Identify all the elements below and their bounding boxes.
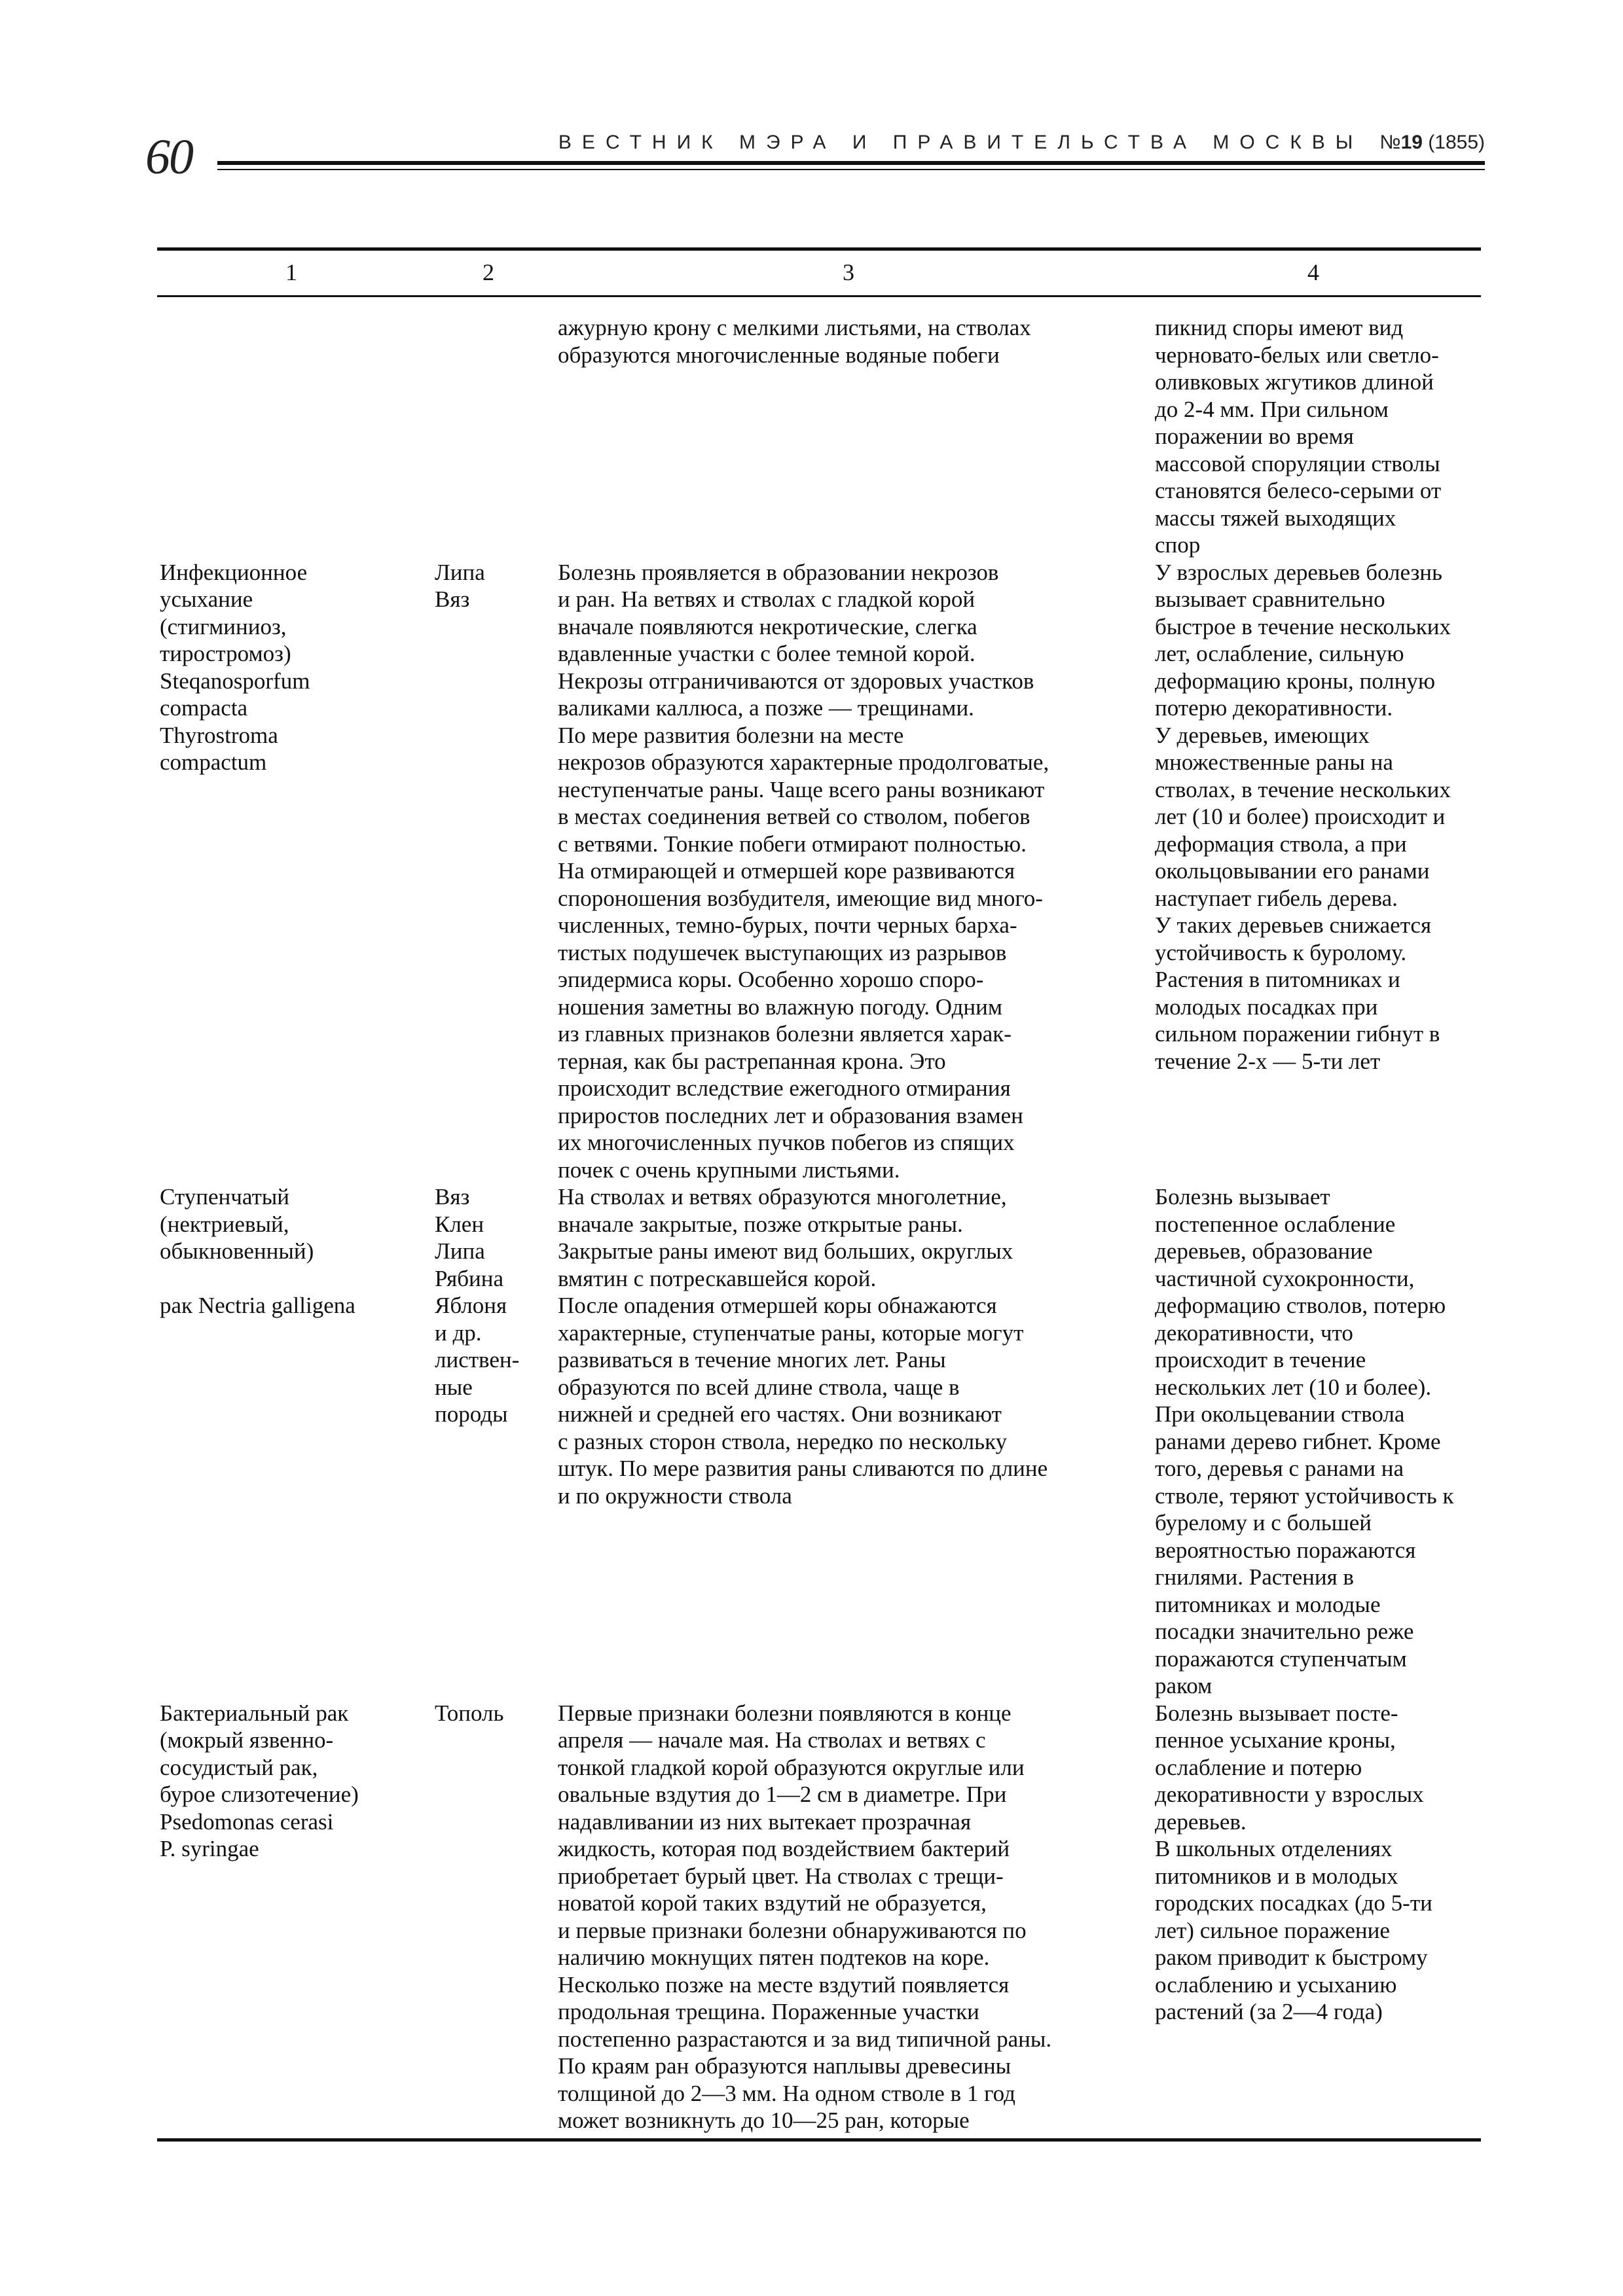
symptoms-cell: На стволах и ветвях образуются многолетние, вначале закрытые, позже открытые раны. Закрытые раны имеют вид больших, округлых вмятин с потрескавшейся корой. После опадения отмершей коры обнажаются характерные, ступенчатые раны, которые могут развиваться в течение многих лет. Раны образуются по всей длине ствола, чаще в нижней и средней его частях. Они возникают с разных сторон ствола, нередко по нескольку штук. По мере развития раны сливаются по длине и по окружности ствола	[558, 1184, 1048, 1509]
column-header-4: 4	[1307, 259, 1319, 286]
disease-table-container	[157, 247, 1481, 2142]
table-row	[157, 296, 1481, 559]
consequences-cell: Болезнь вызывает постепенное ослабление деревьев, образование частичной сухокронности, деформацию стволов, потерю декоративности, что происходит в течение нескольких лет (10 и более). При окольцевании ствола ранами дерево гибнет. Кроме того, деревья с ранами на стволе, теряют устойчивость к бурелому и с большей вероятностью поражаются гнилями. Растения в питомниках и молодые посадки значительно реже поражаются ступенчатым раком	[1155, 1184, 1454, 1698]
issue-number: 19	[1400, 132, 1423, 153]
symptoms-cell: ажурную крону с мелкими листьями, на стволах образуются многочисленные водяные побеги	[558, 315, 1031, 368]
column-header-1: 1	[285, 259, 297, 286]
consequences-cell: пикнид споры имеют вид черновато-белых или светло- оливковых жгутиков длиной до 2-4 мм. При сильном поражении во время массовой споруляции стволы становятся белесо-серыми от массы тяжей выходящих спор	[1155, 315, 1442, 558]
disease-table	[157, 247, 1481, 2142]
consequences-cell: У взрослых деревьев болезнь вызывает сравнительно быстрое в течение нескольких лет, ослабление, сильную деформацию кроны, полную потерю декоративности. У деревьев, имеющих множественные раны на стволах, в течение нескольких лет (10 и более) происходит и деформация ствола, а при окольцовывании его ранами наступает гибель дерева. У таких деревьев снижается устойчивость к буролому. Растения в питомниках и молодых посадках при сильном поражении гибнут в течение 2-х — 5-ти лет	[1155, 559, 1451, 1074]
disease-name-part-1: Ступенчатый (нектриевый, обыкновенный)	[160, 1184, 314, 1264]
symptoms-cell: Болезнь проявляется в образовании некрозов и ран. На ветвях и стволах с гладкой корой вначале появляются некротические, слегка вдавленные участки с более темной корой. Некрозы отграничиваются от здоровых участков валиками каллюса, а позже — трещинами. По мере развития болезни на месте некрозов образуются характерные продолговатые, неступенчатые раны. Чаще всего раны возникают в местах соединения ветвей со стволом, побегов с ветвями. Тонкие побеги отмирают полностью. На отмирающей и отмершей коре развиваются спороношения возбудителя, имеющие вид много- численных, темно-бурых, почти черных барха- тистых подушечек выступающих из разрывов эпидермиса коры. Особенно хорошо споро- ношения заметны во влажную погоду. Одним из главных признаков болезни является харак- терная, как бы растрепанная крона. Это происходит вследствие ежегодного отмирания приростов последних лет и образования взамен их многочисленных пучков побегов из спящих почек с очень крупными листьями.	[558, 559, 1049, 1183]
column-header-2: 2	[483, 259, 494, 286]
header-rule-thin	[217, 169, 1485, 170]
disease-name-cell: Бактериальный рак (мокрый язвенно- сосудистый рак, бурое слизотечение) Psedomonas cerasi P. syringae	[157, 1700, 426, 2140]
host-species-cell	[426, 296, 551, 559]
column-header-3: 3	[843, 259, 854, 286]
header-rule-thick	[217, 161, 1485, 165]
journal-title: ВЕСТНИК МЭРА И ПРАВИТЕЛЬСТВА МОСКВЫ	[558, 132, 1364, 153]
host-species-cell: Тополь	[426, 1700, 551, 2140]
page-header	[145, 126, 1485, 188]
page-number: 60	[145, 130, 192, 185]
issue-year: (1855)	[1428, 132, 1485, 153]
running-head	[558, 130, 1485, 156]
host-species-cell: Липа Вяз	[435, 559, 485, 612]
consequences-cell: Болезнь вызывает посте- пенное усыхание кроны, ослабление и потерю декоративности у взрослых деревьев. В школьных отделениях питомников и в молодых городских посадках (до 5-ти лет) сильное поражение раком приводит к быстрому ослаблению и усыханию растений (за 2—4 года)	[1146, 1700, 1481, 2140]
disease-name-cell: Инфекционное усыхание (стигминиоз, тиростромоз) Steqanosporfum compacta Thyrostroma compactum	[160, 559, 310, 775]
disease-name-cell	[157, 1183, 426, 1700]
disease-name-part-2: рак Nectria galligena	[160, 1293, 356, 1318]
symptoms-cell: Первые признаки болезни появляются в конце апреля — начале мая. На стволах и ветвях с тонкой гладкой корой образуются округлые или овальные вздутия до 1—2 см в диаметре. При надавливании из них вытекает прозрачная жидкость, которая под воздействием бактерий приобретает бурый цвет. На стволах с трещи- новатой корой таких вздутий не образуется, и первые признаки болезни обнаруживаются по наличию мокнущих пятен подтеков на коре. Несколько позже на месте вздутий появляется продольная трещина. Пораженные участки постепенно разрастаются и за вид типичной раны. По краям ран образуются наплывы древесины толщиной до 2—3 мм. На одном стволе в 1 год может возникнуть до 10—25 ран, которые	[551, 1700, 1146, 2140]
issue-prefix: №	[1379, 132, 1401, 153]
table-row	[157, 559, 1481, 1184]
table-header-row	[157, 249, 1481, 296]
host-species-cell: Вяз Клен Липа Рябина Яблоня и др. листвен- ные породы	[435, 1184, 520, 1427]
table-row	[157, 1183, 1481, 1700]
disease-name-cell	[157, 296, 426, 559]
table-row	[157, 1700, 1481, 2140]
